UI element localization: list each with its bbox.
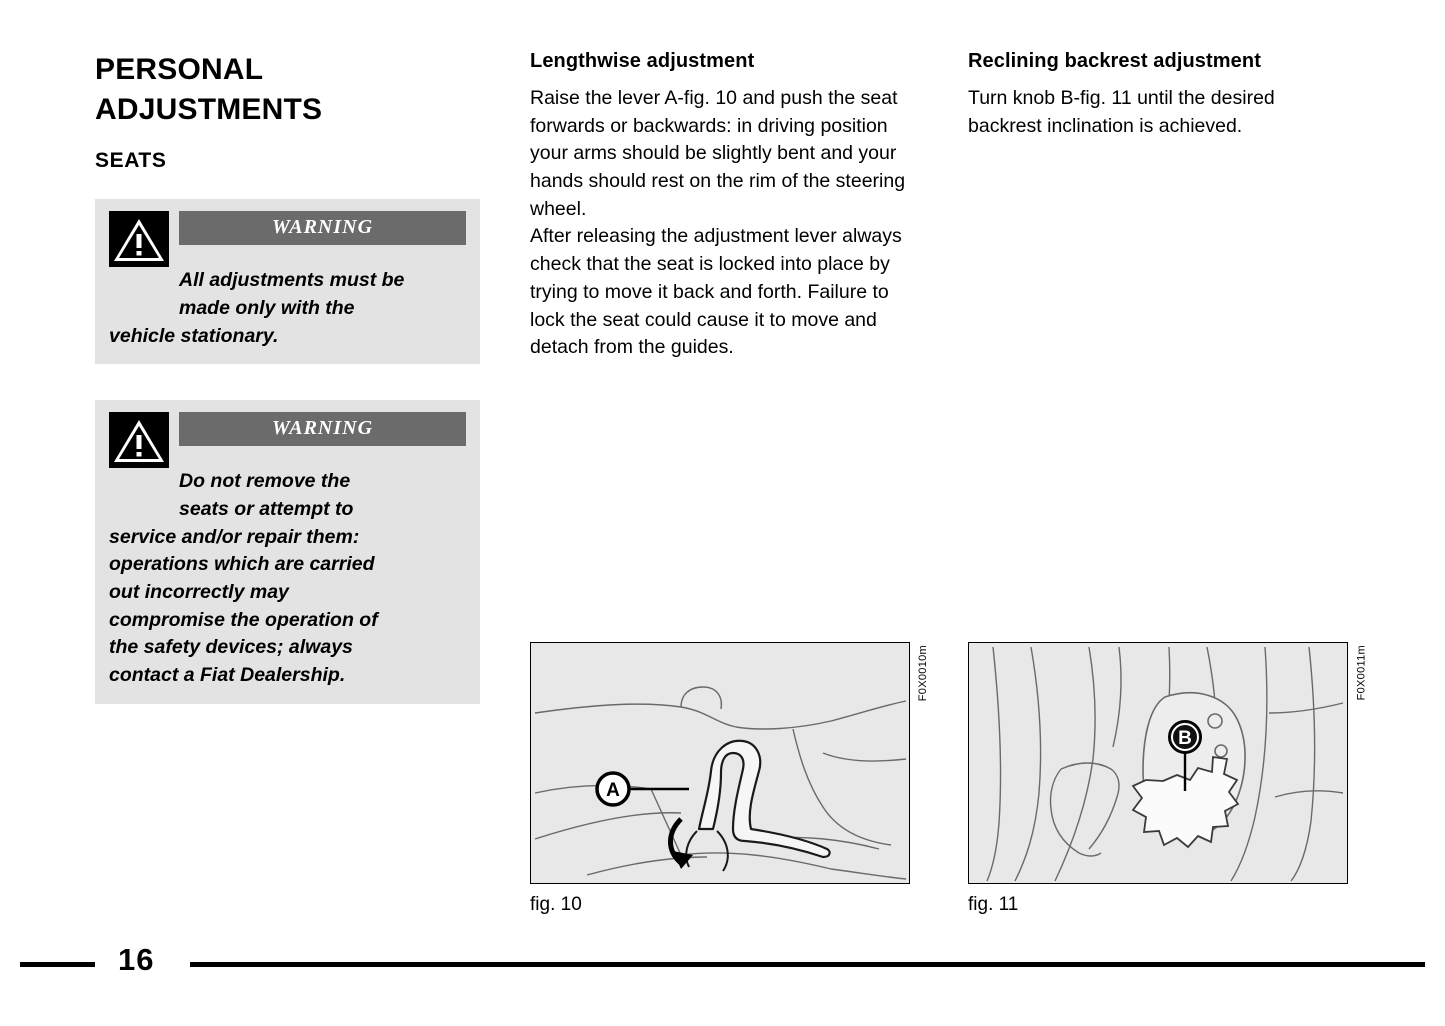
warning-text-2 bbox=[109, 468, 466, 690]
warning-text-line: Do not remove the bbox=[179, 470, 351, 493]
page-number: 16 bbox=[118, 942, 155, 977]
warning-text-line: seats or attempt to bbox=[179, 497, 354, 520]
figure-10-caption: fig. 10 bbox=[530, 894, 582, 915]
figure-11-code: F0X0011m bbox=[1355, 645, 1367, 701]
left-column bbox=[95, 50, 480, 740]
warning-text-1 bbox=[109, 267, 466, 350]
reclining-backrest-heading: Reclining backrest adjustment bbox=[968, 50, 1261, 72]
warning-header-1 bbox=[109, 211, 466, 267]
section-subtitle: SEATS bbox=[95, 149, 167, 173]
svg-text:A: A bbox=[606, 780, 620, 801]
paragraph: Turn knob B-fig. 11 until the desired backrest inclination is achieved. bbox=[968, 87, 1275, 137]
warning-box-1 bbox=[95, 199, 480, 364]
lengthwise-adjustment-body bbox=[530, 85, 910, 362]
figure-11-caption: fig. 11 bbox=[968, 894, 1019, 915]
warning-text-line: vehicle stationary. bbox=[109, 324, 279, 347]
page-title: PERSONAL ADJUSTMENTS bbox=[95, 53, 323, 126]
warning-text-line: contact a Fiat Dealership. bbox=[109, 664, 346, 687]
seat-lever-illustration bbox=[531, 643, 909, 883]
warning-label-2: WARNING bbox=[179, 412, 466, 446]
footer-rule-right bbox=[190, 962, 1425, 967]
warning-text-line: the safety devices; always bbox=[109, 636, 353, 659]
warning-triangle-icon bbox=[109, 412, 169, 468]
figure-10 bbox=[530, 642, 929, 916]
paragraph: Raise the lever A-fig. 10 and push the seat forwards or backwards: in driving position your arms should be slightly bent and your hands should rest on the rim of the steering wheel. bbox=[530, 87, 906, 220]
reclining-backrest-body bbox=[968, 85, 1348, 140]
figure-11-image bbox=[968, 642, 1367, 884]
warning-text-line: out incorrectly may bbox=[109, 581, 289, 603]
figure-10-image bbox=[530, 642, 929, 884]
warning-header-2 bbox=[109, 412, 466, 468]
backrest-knob-illustration bbox=[969, 643, 1347, 883]
warning-triangle-icon bbox=[109, 211, 169, 267]
warning-label-1: WARNING bbox=[179, 211, 466, 245]
warning-text-line: service and/or repair them: bbox=[109, 525, 360, 548]
middle-column bbox=[530, 50, 910, 362]
warning-text-line: made only with the bbox=[179, 296, 355, 319]
warning-text-line: operations which are carried bbox=[109, 553, 375, 576]
footer-rule-left bbox=[20, 962, 95, 967]
figure-10-code: F0X0010m bbox=[917, 645, 929, 702]
figure-11 bbox=[968, 642, 1367, 916]
paragraph: After releasing the adjustment lever always check that the seat is locked into place by trying to move it back and forth. Failure to lock the seat could cause it to move and detach from the guides. bbox=[530, 225, 902, 359]
lengthwise-adjustment-heading: Lengthwise adjustment bbox=[530, 50, 755, 72]
warning-text-line: compromise the operation of bbox=[109, 608, 378, 631]
warning-text-line: All adjustments must be bbox=[179, 269, 405, 292]
right-column bbox=[968, 50, 1348, 140]
warning-box-2 bbox=[95, 400, 480, 704]
svg-text:B: B bbox=[1178, 728, 1192, 749]
